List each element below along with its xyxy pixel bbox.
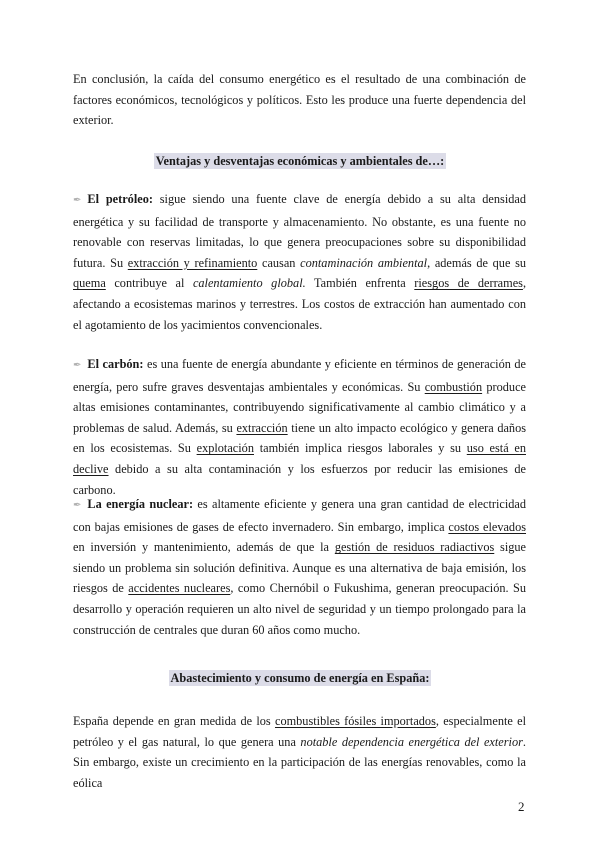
carbon-underline: combustión: [424, 379, 483, 394]
carbon-text: produce altas emisiones contaminantes, contribuyendo significativamente al cambio climático y a problemas de salud. Además, su: [73, 379, 526, 435]
carbon-underline: uso está en declive: [73, 441, 526, 476]
petroleo-text: , afectando a ecosistemas marinos y terrestres. Los costos de extracción han aumentado con el agotamiento de los yacimientos convencionales.: [73, 276, 527, 332]
conclusion-paragraph: En conclusión, la caída del consumo energético es el resultado de una combinación de factores económicos, tecnológicos y políticos. Esto les produce una fuerte dependencia del exterior.: [73, 72, 526, 128]
petroleo-italic: contaminación ambiental: [300, 255, 428, 270]
carbon-text: tiene un alto impacto ecológico y genera daños en los ecosistemas. Su: [73, 420, 527, 456]
espana-paragraph: [73, 711, 526, 793]
nuclear-label: La energía nuclear:: [87, 497, 194, 511]
carbon-paragraph: [73, 354, 526, 500]
petroleo-text: causan: [257, 255, 301, 270]
carbon-underline: explotación: [196, 441, 254, 456]
espana-text: , especialmente el petróleo y el gas natural, lo que genera una: [73, 714, 526, 749]
carbon-text: también implica riesgos laborales y su: [253, 441, 467, 456]
petroleo-text: , además de que su: [427, 255, 527, 270]
espana-underline: combustibles fósiles importados: [274, 714, 436, 728]
nuclear-text: , como Chernóbil o Fukushima, generan preocupación. Su desarrollo y operación requieren un alto nivel de seguridad y un tiempo prolongado para la construcción de centrales que duran 60 años como mucho.: [73, 581, 526, 637]
petroleo-italic: calentamiento global.: [192, 276, 306, 291]
nuclear-underline: gestión de residuos radiactivos: [334, 540, 495, 555]
petroleo-label: El petróleo:: [87, 192, 153, 206]
section-heading-espana: [0, 671, 600, 686]
petroleo-text: También enfrenta: [305, 276, 415, 291]
nuclear-text: es altamente eficiente y genera una gran cantidad de electricidad con bajas emisiones de gases de efecto invernadero. Sin embargo, implica: [73, 497, 527, 534]
pen-nib-icon: ✒: [73, 500, 82, 511]
petroleo-text: contribuye al: [105, 276, 193, 291]
pen-nib-icon: ✒: [73, 360, 82, 371]
page-number: 2: [518, 799, 525, 814]
nuclear-text: en inversión y mantenimiento, además de que la: [73, 540, 335, 555]
nuclear-paragraph: [73, 494, 526, 640]
petroleo-underline: quema: [73, 276, 106, 291]
petroleo-text: sigue siendo una fuente clave de energía debido a su alta densidad energética y su facilidad de transporte y almacenamiento. No obstante, es una fuente no renovable con reservas limitadas, lo que genera preocupaciones sobre su disponibilidad futura. Su: [73, 192, 526, 270]
section-heading-ventajas: [0, 154, 600, 169]
nuclear-text: sigue siendo un problema sin solución definitiva. Aunque es una alternativa de baja emisión, los riesgos de: [73, 540, 527, 596]
section-heading-espana-text: Abastecimiento y consumo de energía en España:: [170, 671, 430, 685]
espana-italic: notable dependencia energética del exterior: [300, 734, 523, 749]
petroleo-underline: extracción y refinamiento: [127, 255, 258, 270]
espana-text: . Sin embargo, existe un crecimiento en la participación de las energías renovables, como la eólica: [73, 734, 526, 790]
carbon-text: es una fuente de energía abundante y eficiente en términos de generación de energía, pero sufre graves desventajas ambientales y económicas. Su: [73, 357, 526, 394]
carbon-label: El carbón:: [87, 357, 144, 371]
pen-nib-icon: ✒: [73, 195, 82, 206]
nuclear-underline: costos elevados: [448, 519, 527, 534]
section-heading-ventajas-text: Ventajas y desventajas económicas y ambientales de…:: [155, 154, 445, 168]
petroleo-paragraph: [73, 189, 526, 335]
carbon-text: debido a su alta contaminación y los esfuerzos por reducir las emisiones de carbono.: [73, 461, 526, 497]
carbon-underline: extracción: [236, 420, 288, 435]
nuclear-underline: accidentes nucleares: [128, 581, 231, 596]
petroleo-underline: riesgos de derrames: [414, 276, 523, 291]
espana-text: España depende en gran medida de los: [73, 714, 275, 728]
